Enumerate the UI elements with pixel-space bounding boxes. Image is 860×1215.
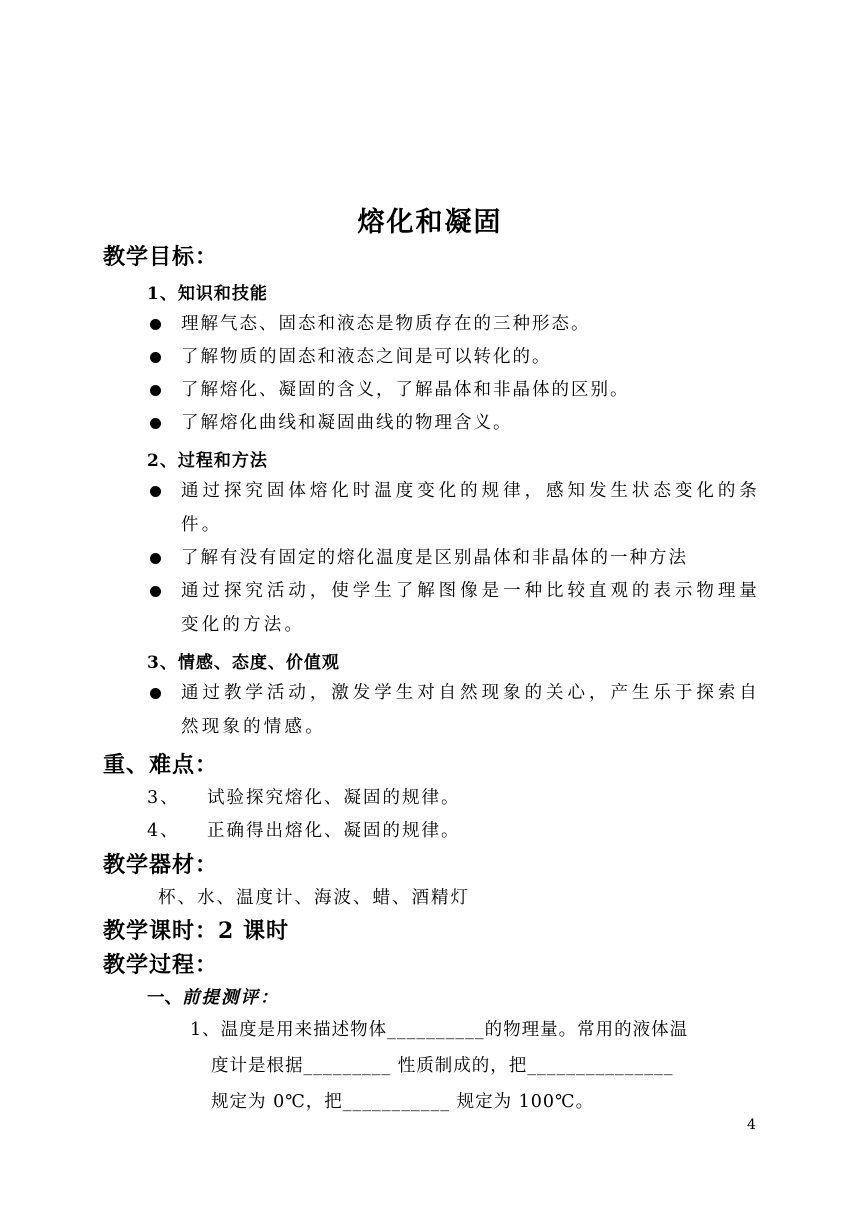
bullet-dot-icon <box>150 352 161 363</box>
page-number: 4 <box>747 1117 756 1133</box>
materials-heading: 教学器材： <box>103 852 219 878</box>
list-item: 通过探究活动，使学生了解图像是一种比较直观的表示物理量变化的方法。 <box>150 574 760 642</box>
list-item: 了解有没有固定的熔化温度是区别晶体和非晶体的一种方法 <box>150 541 760 575</box>
list-item: 了解熔化、凝固的含义，了解晶体和非晶体的区别。 <box>150 373 760 407</box>
knowledge-skills-heading: 1、知识和技能 <box>147 284 268 304</box>
list-item: 3、 试验探究熔化、凝固的规律。 <box>147 788 461 808</box>
list-item: 理解气态、固态和液态是物质存在的三种形态。 <box>150 307 760 341</box>
objectives-heading: 教学目标： <box>103 244 219 270</box>
list-item: 4、 正确得出熔化、凝固的规律。 <box>147 821 461 841</box>
question-1: 1、温度是用来描述物体__________的物理量。常用的液体温 度计是根据_________ 性质制成的，把_______________ 规定为 0℃，把___________ 规定为 100℃。 <box>190 1020 689 1112</box>
pre-test-heading: 一、前提测评： <box>147 988 280 1008</box>
bullet-dot-icon <box>150 319 161 330</box>
bullet-dot-icon <box>150 688 161 699</box>
process-heading: 教学过程： <box>103 952 219 978</box>
hours-heading: 教学课时：2 课时 <box>103 918 289 944</box>
materials-text: 杯、水、温度计、海波、蜡、酒精灯 <box>158 888 470 908</box>
bullet-dot-icon <box>150 486 161 497</box>
list-item: 了解熔化曲线和凝固曲线的物理含义。 <box>150 406 760 440</box>
bullet-dot-icon <box>150 586 161 597</box>
key-points-heading: 重、难点： <box>103 752 219 778</box>
bullet-dot-icon <box>150 418 161 429</box>
attitude-values-heading: 3、情感、态度、价值观 <box>147 653 340 673</box>
list-item: 通过教学活动，激发学生对自然现象的关心，产生乐于探索自然现象的情感。 <box>150 676 760 744</box>
process-methods-heading: 2、过程和方法 <box>147 451 268 471</box>
bullet-dot-icon <box>150 553 161 564</box>
list-item: 了解物质的固态和液态之间是可以转化的。 <box>150 340 760 374</box>
bullet-dot-icon <box>150 385 161 396</box>
list-item: 通过探究固体熔化时温度变化的规律，感知发生状态变化的条件。 <box>150 474 760 542</box>
page-title: 熔化和凝固 <box>357 207 503 238</box>
